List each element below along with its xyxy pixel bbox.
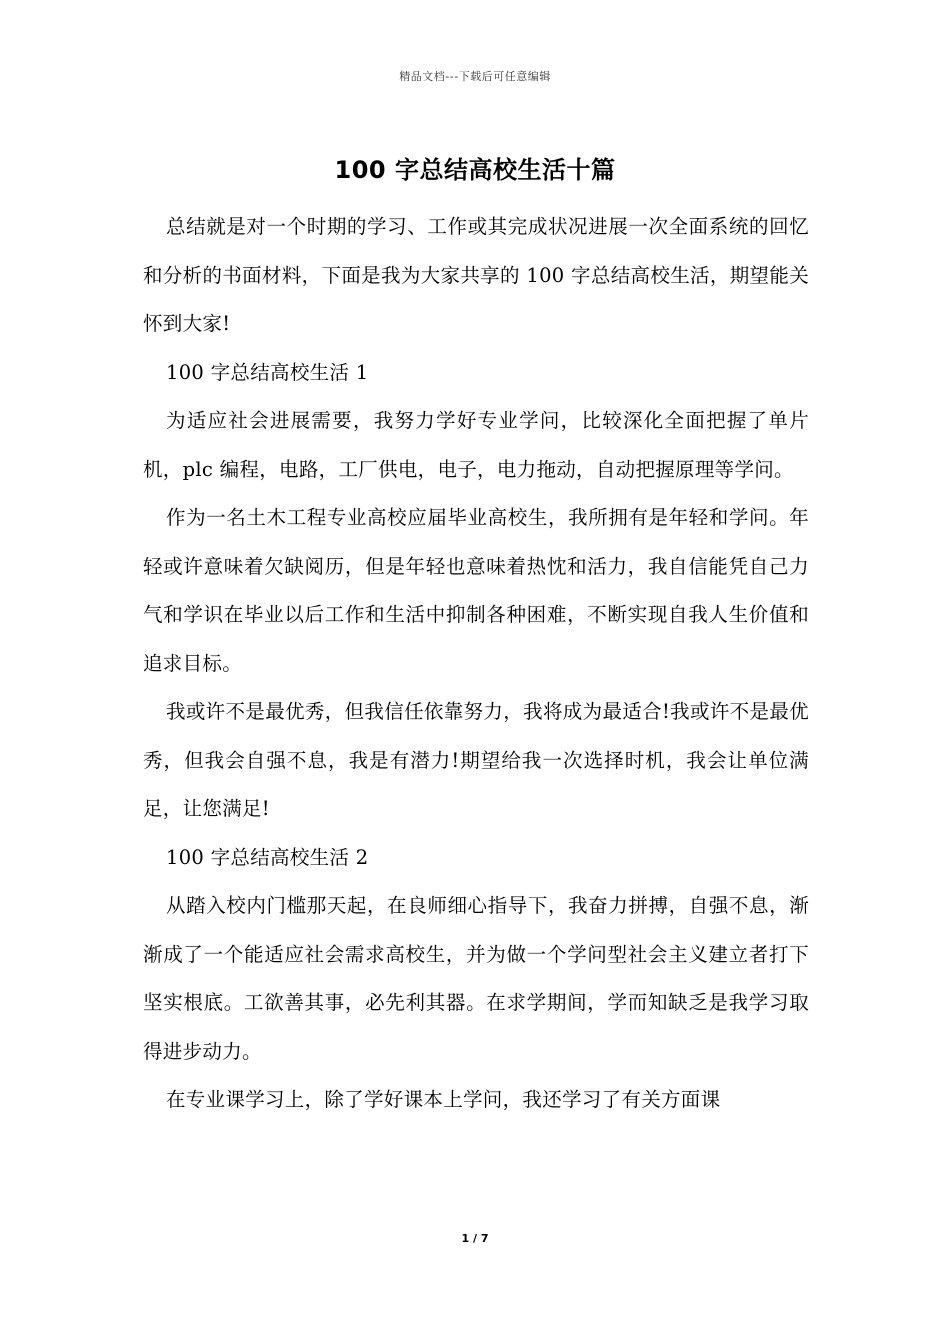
paragraph: 为适应社会进展需要，我努力学好专业学问，比较深化全面把握了单片机，plc 编程，电路，工厂供电，电子，电力拖动，自动把握原理等学问。	[143, 409, 809, 481]
section-heading-2: 100 字总结高校生活 2	[166, 845, 369, 869]
document-title: 100 字总结高校生活十篇	[334, 156, 616, 184]
page-number: 1 / 7	[461, 1232, 489, 1245]
section-heading-1: 100 字总结高校生活 1	[166, 360, 369, 384]
paragraph: 作为一名土木工程专业高校应届毕业高校生，我所拥有是年轻和学问。年轻或许意味着欠缺阅历，但是年轻也意味着热忱和活力，我自信能凭自己力气和学识在毕业以后工作和生活中抑制各种困难，不断实现自我人生价值和追求目标。	[143, 506, 809, 675]
paragraph: 从踏入校内门槛那天起，在良师细心指导下，我奋力拼搏，自强不息，渐渐成了一个能适应社会需求高校生，并为做一个学问型社会主义建立者打下坚实根底。工欲善其事，必先利其器。在求学期间，学而知缺乏是我学习取得进步动力。	[143, 894, 809, 1063]
paragraph: 在专业课学习上，除了学好课本上学问，我还学习了有关方面课	[166, 1088, 721, 1111]
page-header: 精品文档---下载后可任意编辑	[399, 70, 551, 83]
document-body	[143, 203, 809, 1125]
paragraph: 我或许不是最优秀，但我信任依靠努力，我将成为最适合!我或许不是最优秀，但我会自强不息，我是有潜力!期望给我一次选择时机，我会让单位满足，让您满足!	[143, 700, 809, 820]
paragraph-intro: 总结就是对一个时期的学习、工作或其完成状况进展一次全面系统的回忆和分析的书面材料，下面是我为大家共享的 100 字总结高校生活，期望能关怀到大家!	[143, 215, 809, 335]
